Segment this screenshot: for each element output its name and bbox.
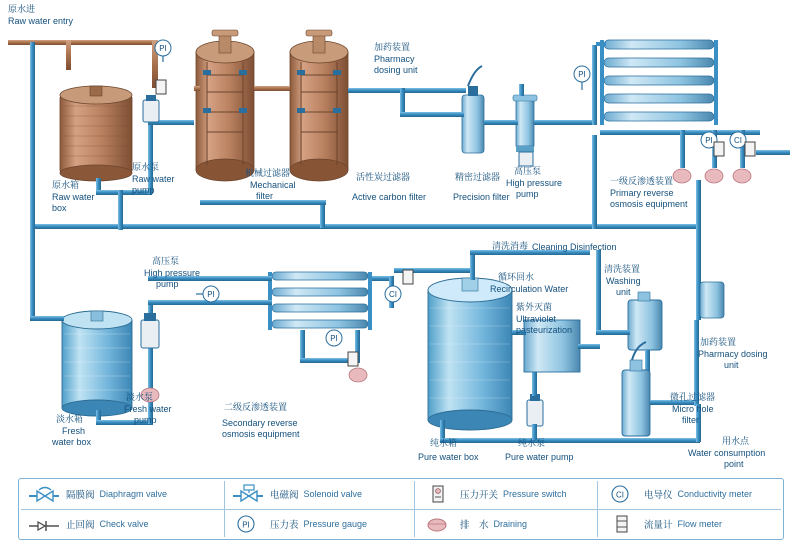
pressure-gauge-icon [196,286,219,302]
label-raw-water-entry-en: Raw water entry [8,16,74,26]
label-fresh-water-box-en2: water box [52,437,92,447]
pressure-gauge-icon [326,330,342,346]
label-hp-pump-mid-cn: 高压泵 [152,256,180,266]
label-primary-ro-cn: 一级反渗透装置 [610,176,674,186]
label-hp-pump-mid-en: High pressure [144,268,201,278]
legend-item-pressure-switch [421,479,595,509]
svg-text:PI: PI [242,520,250,530]
legend-label-en: Flow meter [677,519,723,529]
legend-item-diaphragm-valve [27,479,223,509]
flow-meter-icon [745,142,755,156]
label-washing-unit-en: Washing [606,276,641,286]
legend-label-en: Check valve [99,519,149,529]
svg-text:PI: PI [207,290,215,299]
legend-item-solenoid-valve [231,479,413,509]
legend-item-conductivity-meter [605,479,781,509]
conductivity-meter-icon [605,483,639,505]
legend [18,478,784,540]
label-fresh-water-pump-cn: 淡水泵 [126,392,154,402]
label-water-point-cn: 用水点 [722,436,750,446]
label-precision-filter-en: Precision filter [453,192,510,202]
label-pure-water-pump-en: Pure water pump [505,452,574,462]
legend-label-cn: 排 水 [460,520,489,531]
label-dosing-top-en2: dosing unit [374,65,418,75]
svg-text:CI: CI [616,490,624,500]
label-mechanical-filter-en2: filter [256,191,274,201]
pressure-switch-icon [714,142,724,156]
legend-label-en: Solenoid valve [303,489,363,499]
flow-meter-icon [348,352,358,366]
legend-label-cn: 电导仪 [644,490,673,501]
label-washing-unit-en2: unit [616,287,631,297]
label-fresh-water-pump-en2: pump [134,415,157,425]
legend-item-flow-meter [605,509,781,539]
draining-icon [421,513,455,535]
legend-label-en: Diaphragm valve [99,489,168,499]
legend-item-draining [421,509,595,539]
label-dosing-right-en: Pharmacy dosing [698,349,768,359]
label-recirculation-en: Recirculation Water [490,284,569,294]
label-water-point-en: Water consumption [688,448,766,458]
conductivity-meter-icon [385,280,401,302]
label-dosing-right-cn: 加药装置 [700,337,737,347]
legend-label-en: Draining [493,519,528,529]
legend-label-cn: 电磁阀 [270,490,299,501]
label-dosing-top-en: Pharmacy [374,54,415,64]
label-water-point-en2: point [724,459,744,469]
solenoid-valve-icon [231,483,265,505]
label-cleaning-disinfection-en: Cleaning Disinfection [532,242,617,252]
svg-text:CI: CI [734,136,742,145]
diaphragm-valve-icon [27,483,61,505]
label-pure-water-box-cn: 纯水箱 [430,438,458,448]
label-pure-water-pump-cn: 纯水泵 [518,438,546,448]
svg-text:PI: PI [705,136,713,145]
label-fresh-water-box-cn: 淡水箱 [56,414,84,424]
flow-meter-icon [605,513,639,535]
pressure-switch-icon [421,483,455,505]
label-uv-cn: 紫外灭菌 [516,302,553,312]
label-pure-water-box-en: Pure water box [418,452,479,462]
label-washing-unit-cn: 清洗装置 [604,264,641,274]
label-high-pressure-pump-top-cn: 高压泵 [514,166,542,176]
label-recirculation-cn: 循环回水 [498,272,535,282]
legend-item-pressure-gauge [231,509,413,539]
flow-meter-icon [403,270,413,284]
label-secondary-ro-en2: osmosis equipment [222,429,300,439]
legend-label-cn: 隔膜阀 [66,490,95,501]
label-raw-water-box-cn: 原水箱 [52,180,80,190]
label-fresh-water-pump-en: Fresh water [124,404,172,414]
label-dosing-top-cn: 加药装置 [374,42,411,52]
legend-label-cn: 流量计 [644,520,673,531]
legend-label-cn: 压力开关 [460,490,499,501]
svg-text:PI: PI [159,44,167,53]
label-secondary-ro-cn: 二级反渗透装置 [224,402,288,412]
label-active-carbon-filter-cn: 活性炭过滤器 [356,172,411,182]
label-uv-en: Ultraviolet [516,314,557,324]
legend-label-en: Pressure switch [503,489,567,499]
svg-text:CI: CI [389,290,397,299]
legend-label-cn: 止回阀 [66,520,95,531]
check-valve-icon [27,513,61,535]
label-raw-water-box-en2: box [52,203,67,213]
label-micro-hole-filter-en2: filter [682,415,700,425]
label-micro-hole-filter-cn: 微孔过滤器 [670,392,716,402]
label-cleaning-disinfection-cn: 清洗消毒 [492,241,529,251]
label-high-pressure-pump-top-en2: pump [516,189,539,199]
label-raw-water-pump-en2: pump [132,185,155,195]
pressure-switch-icon [156,80,166,94]
label-hp-pump-mid-en2: pump [156,279,179,289]
label-mechanical-filter-en: Mechanical [250,180,296,190]
label-raw-water-pump-en: Raw water [132,174,175,184]
label-uv-en2: pasteurization [516,325,573,335]
label-dosing-right-en2: unit [724,360,739,370]
label-micro-hole-filter-en: Micro hole [672,404,714,414]
pressure-gauge-icon [231,513,265,535]
label-raw-water-pump-cn: 原水泵 [132,162,160,172]
conductivity-meter-icon [730,132,746,148]
legend-label-en: Conductivity meter [677,489,753,499]
label-primary-ro-en: Primary reverse [610,188,674,198]
label-secondary-ro-en: Secondary reverse [222,418,298,428]
label-high-pressure-pump-top-en: High pressure [506,178,563,188]
label-raw-water-box-en: Raw water [52,192,95,202]
legend-label-en: Pressure gauge [303,519,368,529]
pressure-gauge-icon [574,66,590,90]
label-raw-water-entry-cn: 原水进 [8,4,36,14]
label-mechanical-filter-cn: 机械过滤器 [245,168,291,178]
legend-item-check-valve [27,509,223,539]
svg-text:PI: PI [578,70,586,79]
svg-text:PI: PI [330,334,338,343]
label-fresh-water-box-en: Fresh [62,426,86,436]
label-active-carbon-filter-en: Active carbon filter [352,192,427,202]
label-primary-ro-en2: osmosis equipment [610,199,688,209]
label-precision-filter-cn: 精密过滤器 [455,172,501,182]
legend-label-cn: 压力表 [270,520,299,531]
